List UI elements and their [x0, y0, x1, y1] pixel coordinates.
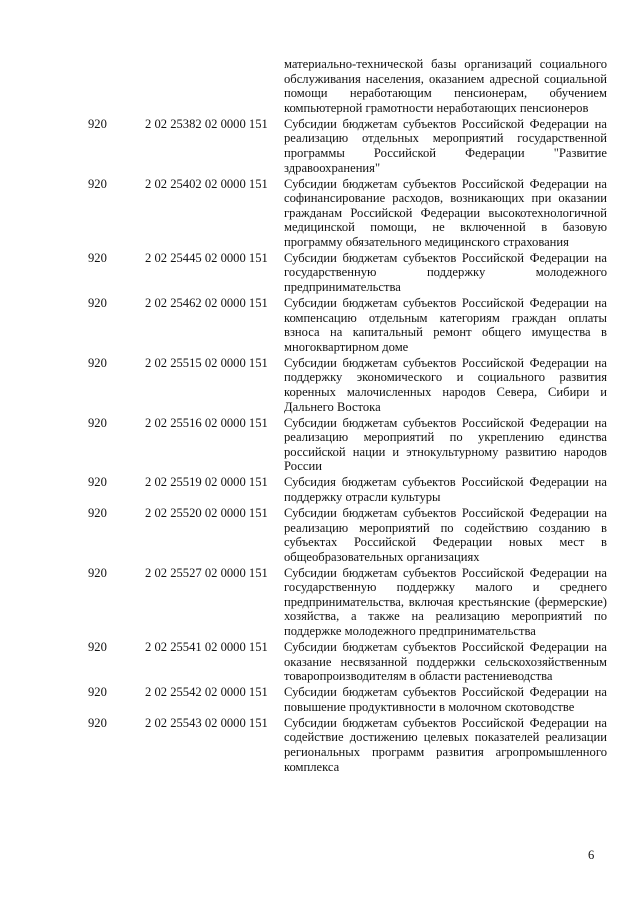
budget-classification-code: 2 02 25382 02 0000 151	[145, 116, 268, 131]
revenue-name: Субсидии бюджетам субъектов Российской Федерации на реализацию мероприятий по укреплению единства российской нации и этнокультурному развитию народов России	[284, 415, 607, 474]
admin-code: 920	[88, 475, 107, 490]
admin-code: 920	[88, 505, 107, 520]
budget-classification-code: 2 02 25462 02 0000 151	[145, 296, 268, 311]
admin-code: 920	[88, 296, 107, 311]
revenue-name: Субсидии бюджетам субъектов Российской Федерации на компенсацию отдельным категориям граждан оплаты взноса на капитальный ремонт общего имущества в многоквартирном доме	[284, 296, 607, 354]
table-row	[0, 296, 640, 354]
admin-code: 920	[88, 415, 107, 430]
budget-classification-code: 2 02 25541 02 0000 151	[145, 640, 268, 655]
table-row	[0, 566, 640, 639]
page-number: 6	[588, 848, 595, 862]
table-row	[0, 117, 640, 175]
admin-code: 920	[88, 176, 107, 191]
table-row	[0, 475, 640, 504]
budget-code-table	[0, 57, 640, 776]
table-row	[0, 506, 640, 564]
table-row	[0, 716, 640, 774]
admin-code: 920	[88, 685, 107, 700]
budget-classification-code: 2 02 25542 02 0000 151	[145, 685, 268, 700]
admin-code: 920	[88, 355, 107, 370]
revenue-name: Субсидии бюджетам субъектов Российской Федерации на содействие достижению целевых показателей реализации региональных программ развития агропромышленного комплекса	[284, 715, 607, 774]
admin-code: 920	[88, 715, 107, 730]
budget-classification-code: 2 02 25516 02 0000 151	[145, 415, 268, 430]
revenue-name: Субсидии бюджетам субъектов Российской Федерации на поддержку экономического и социального развития коренных малочисленных народов Севера, Сибири и Дальнего Востока	[284, 355, 607, 414]
revenue-name: Субсидии бюджетам субъектов Российской Федерации на государственную поддержку молодежного предпринимательства	[284, 250, 607, 295]
revenue-name: Субсидии бюджетам субъектов Российской Федерации на государственную поддержку малого и среднего предпринимательства, включая крестьянские (фермерские) хозяйства, а также на реализацию мероприятий по поддержке молодежного предпринимательства	[284, 565, 607, 639]
admin-code: 920	[88, 565, 107, 580]
budget-classification-code: 2 02 25515 02 0000 151	[145, 355, 268, 370]
table-row	[0, 416, 640, 474]
admin-code: 920	[88, 640, 107, 655]
admin-code: 920	[88, 250, 107, 265]
revenue-name: материально-технической базы организаций социального обслуживания населения, оказанием адресной социальной помощи неработающим пенсионерам, обучением компьютерной грамотности неработающих пенсионеров	[284, 57, 607, 115]
table-row	[0, 640, 640, 684]
budget-classification-code: 2 02 25527 02 0000 151	[145, 565, 268, 580]
revenue-name: Субсидия бюджетам субъектов Российской Федерации на поддержку отрасли культуры	[284, 475, 607, 504]
budget-classification-code: 2 02 25543 02 0000 151	[145, 715, 268, 730]
table-row	[0, 356, 640, 414]
table-row	[0, 57, 640, 115]
budget-classification-code: 2 02 25520 02 0000 151	[145, 505, 268, 520]
table-row	[0, 177, 640, 250]
revenue-name: Субсидии бюджетам субъектов Российской Федерации на реализацию отдельных мероприятий государственной программы Российской Федерации "Развитие здравоохранения"	[284, 116, 607, 175]
budget-classification-code: 2 02 25402 02 0000 151	[145, 176, 268, 191]
table-row	[0, 685, 640, 714]
revenue-name: Субсидии бюджетам субъектов Российской Федерации на повышение продуктивности в молочном скотоводстве	[284, 685, 607, 714]
revenue-name: Субсидии бюджетам субъектов Российской Федерации на софинансирование расходов, возникающих при оказании гражданам Российской Федерации высокотехнологичной медицинской помощи, не включенной в базовую программу обязательного медицинского страхования	[284, 176, 607, 249]
admin-code: 920	[88, 116, 107, 131]
budget-classification-code: 2 02 25519 02 0000 151	[145, 475, 268, 490]
revenue-name: Субсидии бюджетам субъектов Российской Федерации на реализацию мероприятий по содействию созданию в субъектах Российской Федерации новых мест в общеобразовательных организациях	[284, 505, 607, 564]
table-row	[0, 251, 640, 295]
budget-classification-code: 2 02 25445 02 0000 151	[145, 250, 268, 265]
revenue-name: Субсидии бюджетам субъектов Российской Федерации на оказание несвязанной поддержки сельскохозяйственным товаропроизводителям в области растениеводства	[284, 640, 607, 684]
